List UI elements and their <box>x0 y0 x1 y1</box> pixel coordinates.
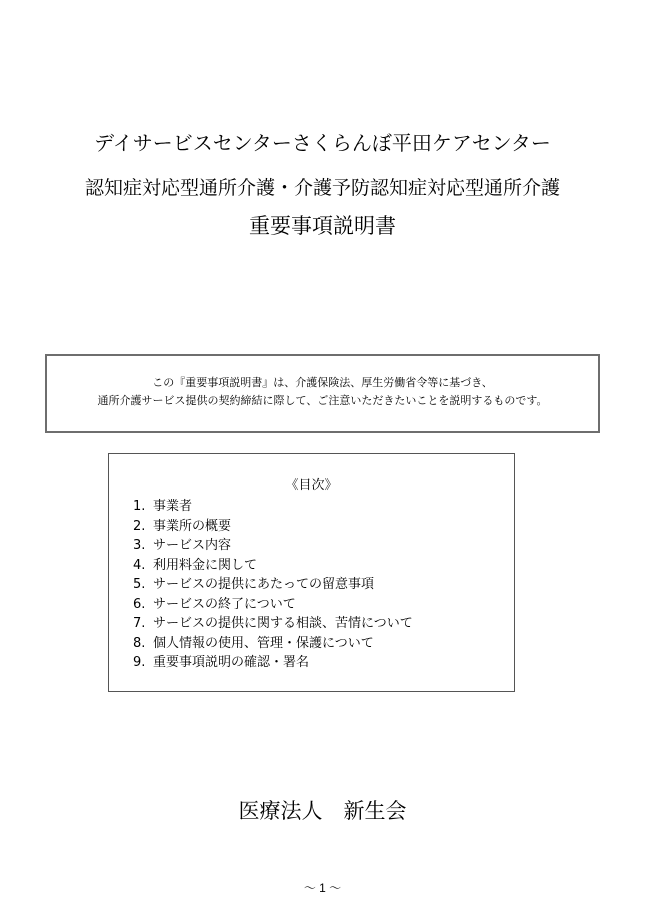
toc-item-number: 5. <box>133 577 146 592</box>
toc-item <box>133 556 413 576</box>
toc-item-number: 4. <box>133 557 146 573</box>
service-type: 認知症対応型通所介護・介護予防認知症対応型通所介護 <box>84 177 560 199</box>
facility-name: デイサービスセンターさくらんぼ平田ケアセンター <box>94 131 551 155</box>
toc-item-label: 利用料金に関して <box>153 557 258 573</box>
toc-item-label: 個人情報の使用、管理・保護について <box>153 635 374 651</box>
toc-item-label: 事業者 <box>153 499 193 514</box>
toc-item-number: 9. <box>133 655 146 670</box>
document-title: 重要事項説明書 <box>249 214 396 238</box>
toc-item <box>133 575 413 595</box>
table-of-contents <box>108 453 515 692</box>
toc-item-label: 事業所の概要 <box>153 518 232 534</box>
organization-name: 医療法人 新生会 <box>238 799 407 823</box>
toc-heading: 《目次》 <box>285 478 338 493</box>
toc-item <box>133 634 413 654</box>
notice-box <box>45 354 600 433</box>
toc-item <box>133 653 413 673</box>
toc-list <box>133 497 413 673</box>
toc-item <box>133 614 413 634</box>
toc-item-number: 8. <box>133 635 146 651</box>
toc-item-label: 重要事項説明の確認・署名 <box>153 655 310 670</box>
toc-item-label: サービス内容 <box>153 538 232 553</box>
notice-line-2: 通所介護サービス提供の契約締結に際して、ご注意いただきたいことを説明するものです。 <box>97 394 548 407</box>
notice-line-1: この『重要事項説明書』は、介護保険法、厚生労働省令等に基づき、 <box>152 376 493 389</box>
toc-item-number: 7. <box>133 616 146 631</box>
toc-item-label: サービスの終了について <box>153 596 296 612</box>
toc-item-number: 1. <box>133 499 146 514</box>
toc-item-number: 6. <box>133 596 146 612</box>
toc-item <box>133 595 413 615</box>
toc-item-label: サービスの提供に関する相談、苦情について <box>153 616 413 631</box>
toc-item-label: サービスの提供にあたっての留意事項 <box>153 577 375 592</box>
toc-item-number: 3. <box>133 538 146 553</box>
toc-item <box>133 517 413 537</box>
toc-item <box>133 497 413 517</box>
toc-item-number: 2. <box>133 518 146 534</box>
page-number: ～ 1 ～ <box>303 881 342 895</box>
toc-item <box>133 536 413 556</box>
